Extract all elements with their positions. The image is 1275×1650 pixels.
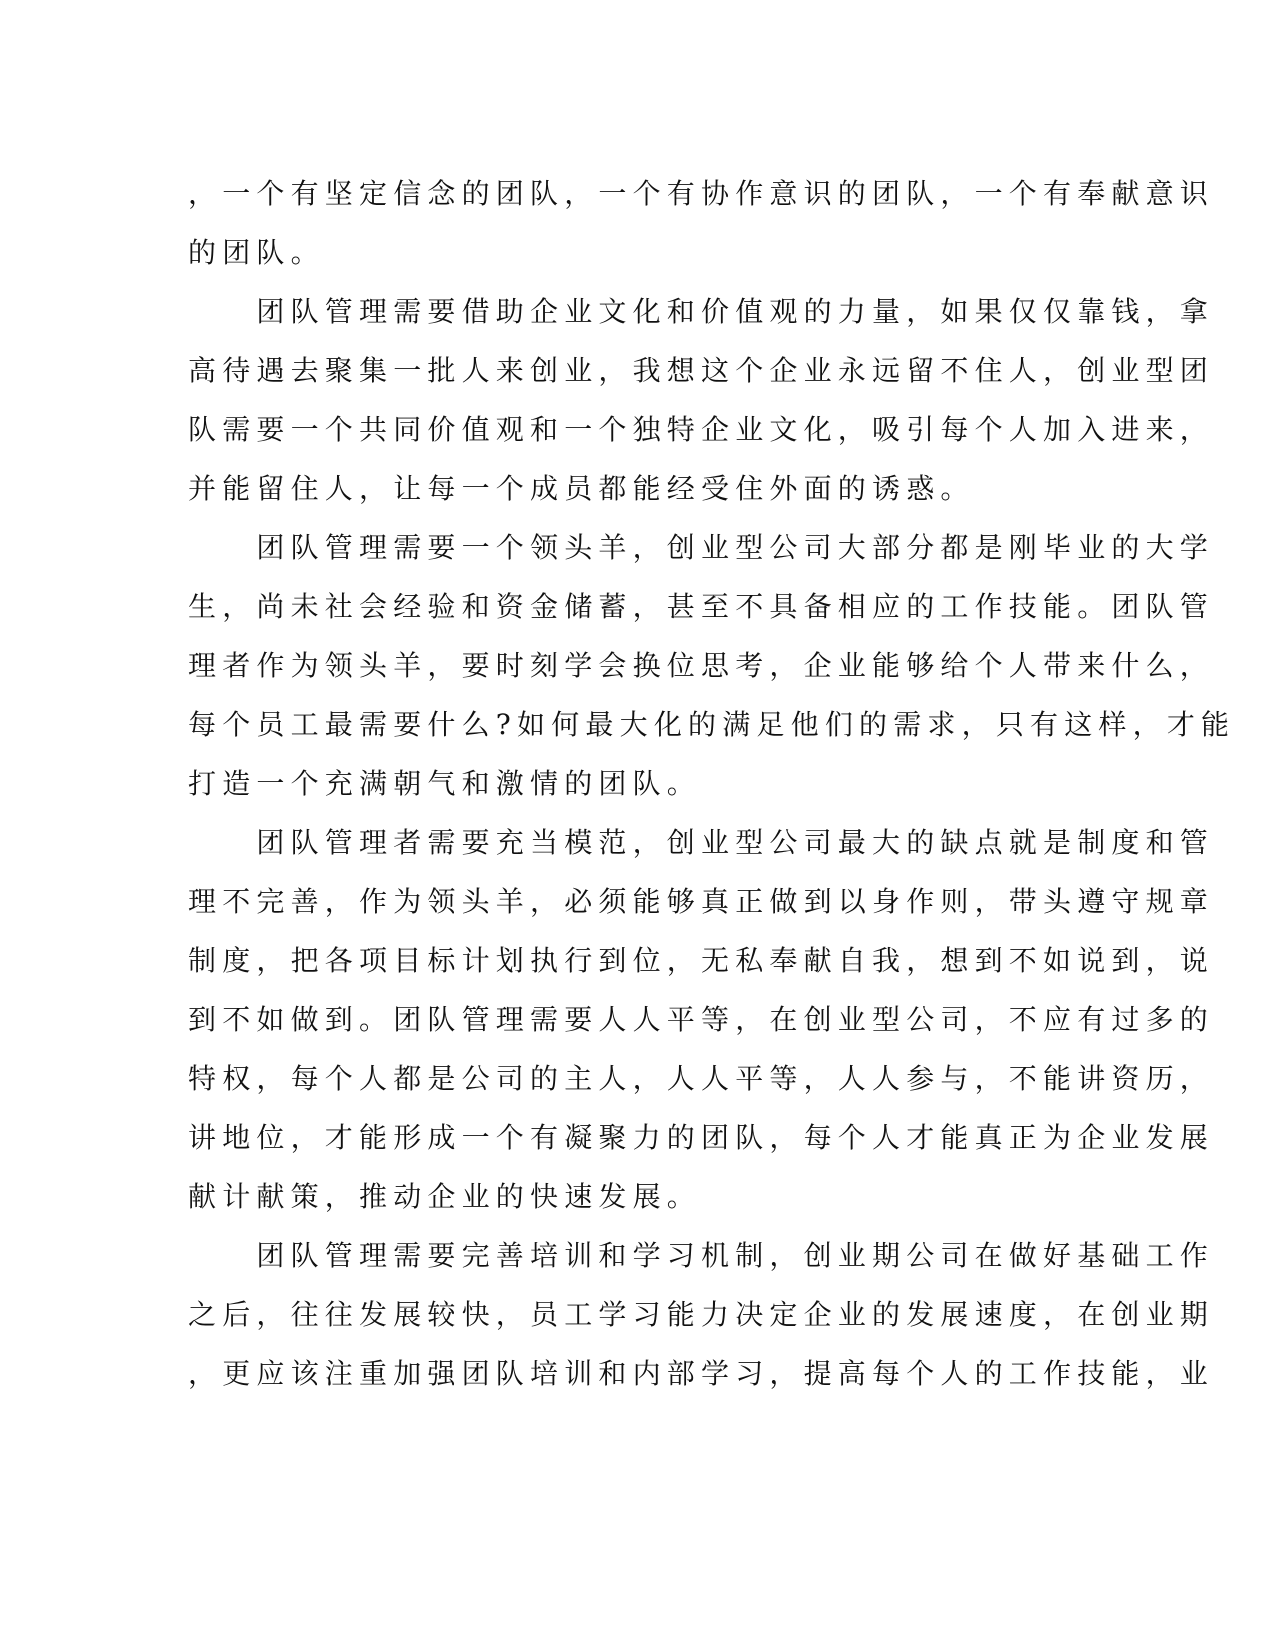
text-line: 之后，往往发展较快，员工学习能力决定企业的发展速度，在创业期 xyxy=(188,1298,1215,1331)
text-line: 团队管理需要一个领头羊，创业型公司大部分都是刚毕业的大学 xyxy=(188,531,1215,564)
text-line: 每个员工最需要什么?如何最大化的满足他们的需求，只有这样，才能 xyxy=(188,708,1236,741)
text-line: 制度，把各项目标计划执行到位，无私奉献自我，想到不如说到，说 xyxy=(188,944,1215,977)
text-line: 特权，每个人都是公司的主人，人人平等，人人参与，不能讲资历， xyxy=(188,1062,1215,1095)
text-line: 理不完善，作为领头羊，必须能够真正做到以身作则，带头遵守规章 xyxy=(188,885,1215,918)
text-line: 团队管理需要借助企业文化和价值观的力量，如果仅仅靠钱，拿 xyxy=(188,295,1215,328)
text-line: 讲地位，才能形成一个有凝聚力的团队，每个人才能真正为企业发展 xyxy=(188,1121,1215,1154)
text-line: 团队管理者需要充当模范，创业型公司最大的缺点就是制度和管 xyxy=(188,826,1215,859)
text-line: 团队管理需要完善培训和学习机制，创业期公司在做好基础工作 xyxy=(188,1239,1215,1272)
text-line: 的团队。 xyxy=(188,236,325,269)
text-line: 打造一个充满朝气和激情的团队。 xyxy=(188,767,702,800)
text-line: 献计献策，推动企业的快速发展。 xyxy=(188,1180,702,1213)
text-line: 并能留住人，让每一个成员都能经受住外面的诱惑。 xyxy=(188,472,975,505)
text-line: 高待遇去聚集一批人来创业，我想这个企业永远留不住人，创业型团 xyxy=(188,354,1215,387)
text-line: 队需要一个共同价值观和一个独特企业文化，吸引每个人加入进来， xyxy=(188,413,1215,446)
text-line: 到不如做到。团队管理需要人人平等，在创业型公司，不应有过多的 xyxy=(188,1003,1215,1036)
text-line: 理者作为领头羊，要时刻学会换位思考，企业能够给个人带来什么， xyxy=(188,649,1215,682)
text-line: ，更应该注重加强团队培训和内部学习，提高每个人的工作技能，业 xyxy=(188,1357,1215,1390)
text-line: ，一个有坚定信念的团队，一个有协作意识的团队，一个有奉献意识 xyxy=(188,177,1215,210)
text-line: 生，尚未社会经验和资金储蓄，甚至不具备相应的工作技能。团队管 xyxy=(188,590,1215,623)
document-body xyxy=(188,164,1236,1403)
